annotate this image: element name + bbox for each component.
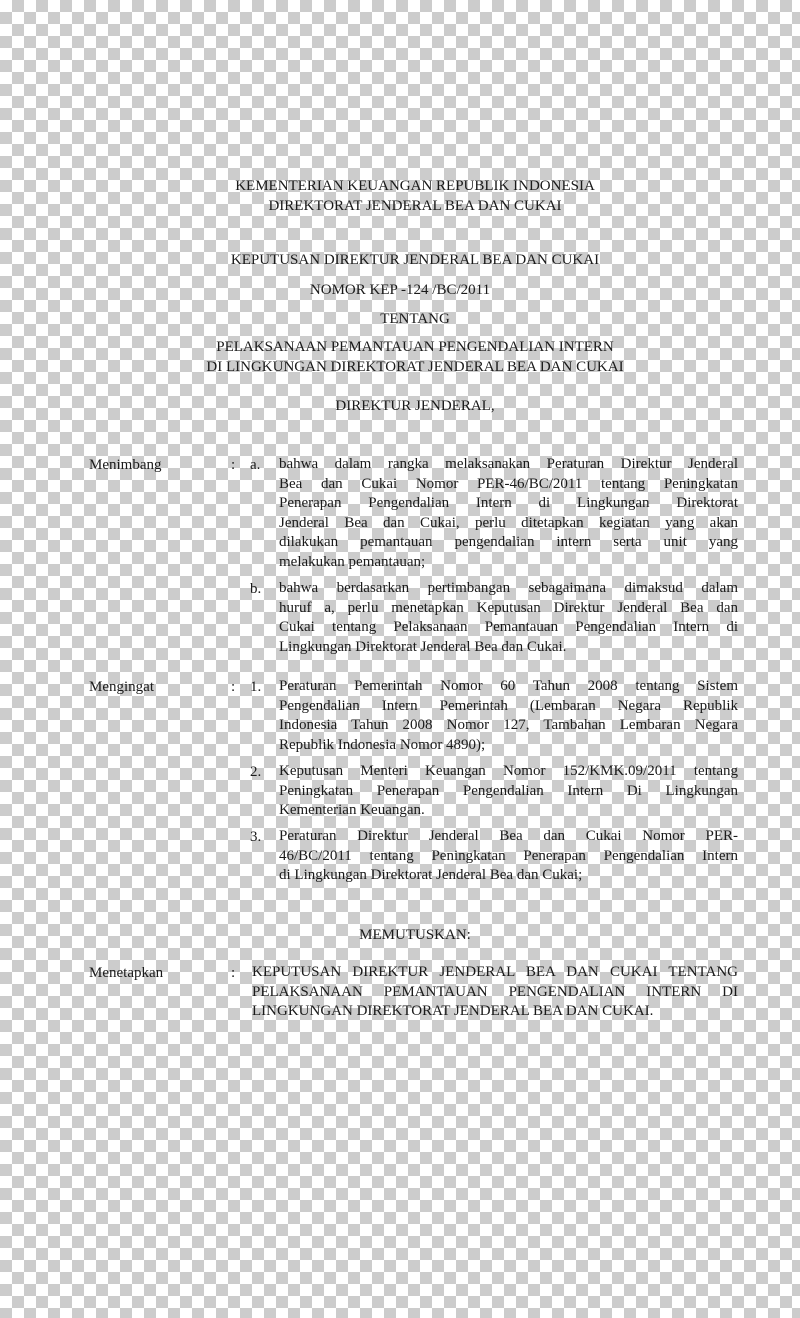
memutuskan-heading: MEMUTUSKAN:	[359, 927, 471, 943]
mengingat-item-3	[279, 827, 738, 886]
authority-heading: DIREKTUR JENDERAL,	[335, 398, 495, 414]
text-line: bahwa dalam rangka melaksanakan Peraturan Direktur Jenderal	[279, 456, 738, 472]
menetapkan-text	[252, 963, 738, 1022]
item-marker: a.	[250, 457, 261, 473]
text-line: melakukan pemantauan;	[279, 553, 426, 570]
menetapkan-label: Menetapkan	[89, 965, 164, 981]
subject-line-1: PELAKSANAAN PEMANTAUAN PENGENDALIAN INTERN	[216, 339, 614, 355]
mengingat-colon: :	[231, 679, 236, 695]
menimbang-item-a	[279, 455, 738, 573]
text-line: Bea dan Cukai Nomor PER-46/BC/2011 tentang Peningkatan	[279, 475, 738, 492]
text-line: Peraturan Pemerintah Nomor 60 Tahun 2008 tentang Sistem	[279, 678, 738, 694]
text-line: 46/BC/2011 tentang Peningkatan Penerapan Pengendalian Intern	[279, 847, 738, 864]
text-line: di Lingkungan Direktorat Jenderal Bea dan Cukai;	[279, 867, 583, 884]
ministry-line: KEMENTERIAN KEUANGAN REPUBLIK INDONESIA	[235, 178, 595, 194]
decree-subject	[0, 337, 800, 377]
menimbang-label: Menimbang	[89, 457, 162, 473]
ministry-heading	[0, 176, 800, 216]
text-line: bahwa berdasarkan pertimbangan sebagaimana dimaksud dalam	[279, 580, 738, 596]
about-heading: TENTANG	[380, 311, 450, 327]
mengingat-label: Mengingat	[89, 679, 154, 695]
item-marker: 3.	[250, 829, 262, 845]
text-line: Pengendalian Intern Pemerintah (Lembaran Negara Republik	[279, 697, 738, 714]
text-line: Keputusan Menteri Keuangan Nomor 152/KMK.09/2011 tentang	[279, 763, 738, 779]
text-line: Jenderal Bea dan Cukai, perlu ditetapkan kegiatan yang akan	[279, 514, 738, 531]
menimbang-colon: :	[231, 457, 236, 473]
item-marker: 1.	[250, 679, 262, 695]
menetapkan-colon: :	[231, 965, 236, 981]
text-line: Peraturan Direktur Jenderal Bea dan Cukai Nomor PER-	[279, 828, 738, 844]
mengingat-item-2	[279, 762, 738, 821]
text-line: Indonesia Tahun 2008 Nomor 127, Tambahan Lembaran Negara	[279, 717, 738, 734]
text-line: LINGKUNGAN DIREKTORAT JENDERAL BEA DAN CUKAI.	[252, 1003, 654, 1020]
text-line: Cukai tentang Pelaksanaan Pemantauan Pengendalian Intern di	[279, 619, 738, 636]
item-marker: b.	[250, 581, 262, 597]
directorate-line: DIREKTORAT JENDERAL BEA DAN CUKAI	[268, 198, 562, 214]
subject-line-2: DI LINGKUNGAN DIREKTORAT JENDERAL BEA DAN CUKAI	[206, 359, 624, 375]
decree-title: KEPUTUSAN DIREKTUR JENDERAL BEA DAN CUKAI	[230, 252, 600, 268]
text-line: KEPUTUSAN DIREKTUR JENDERAL BEA DAN CUKAI TENTANG	[252, 964, 738, 980]
text-line: Lingkungan Direktorat Jenderal Bea dan Cukai.	[279, 638, 567, 655]
text-line: Penerapan Pengendalian Intern di Lingkungan Direktorat	[279, 495, 738, 512]
text-line: Kementerian Keuangan.	[279, 802, 425, 819]
item-marker: 2.	[250, 764, 262, 780]
text-line: PELAKSANAAN PEMANTAUAN PENGENDALIAN INTERN DI	[252, 983, 738, 1000]
text-line: Peningkatan Penerapan Pengendalian Intern Di Lingkungan	[279, 782, 738, 799]
text-line: huruf a, perlu menetapkan Keputusan Direktur Jenderal Bea dan	[279, 599, 738, 616]
mengingat-item-1	[279, 677, 738, 755]
text-line: dilakukan pemantauan pengendalian intern serta unit yang	[279, 534, 738, 551]
decree-number: NOMOR KEP -124 /BC/2011	[309, 282, 491, 298]
text-line: Republik Indonesia Nomor 4890);	[279, 736, 486, 753]
menimbang-item-b	[279, 579, 738, 657]
